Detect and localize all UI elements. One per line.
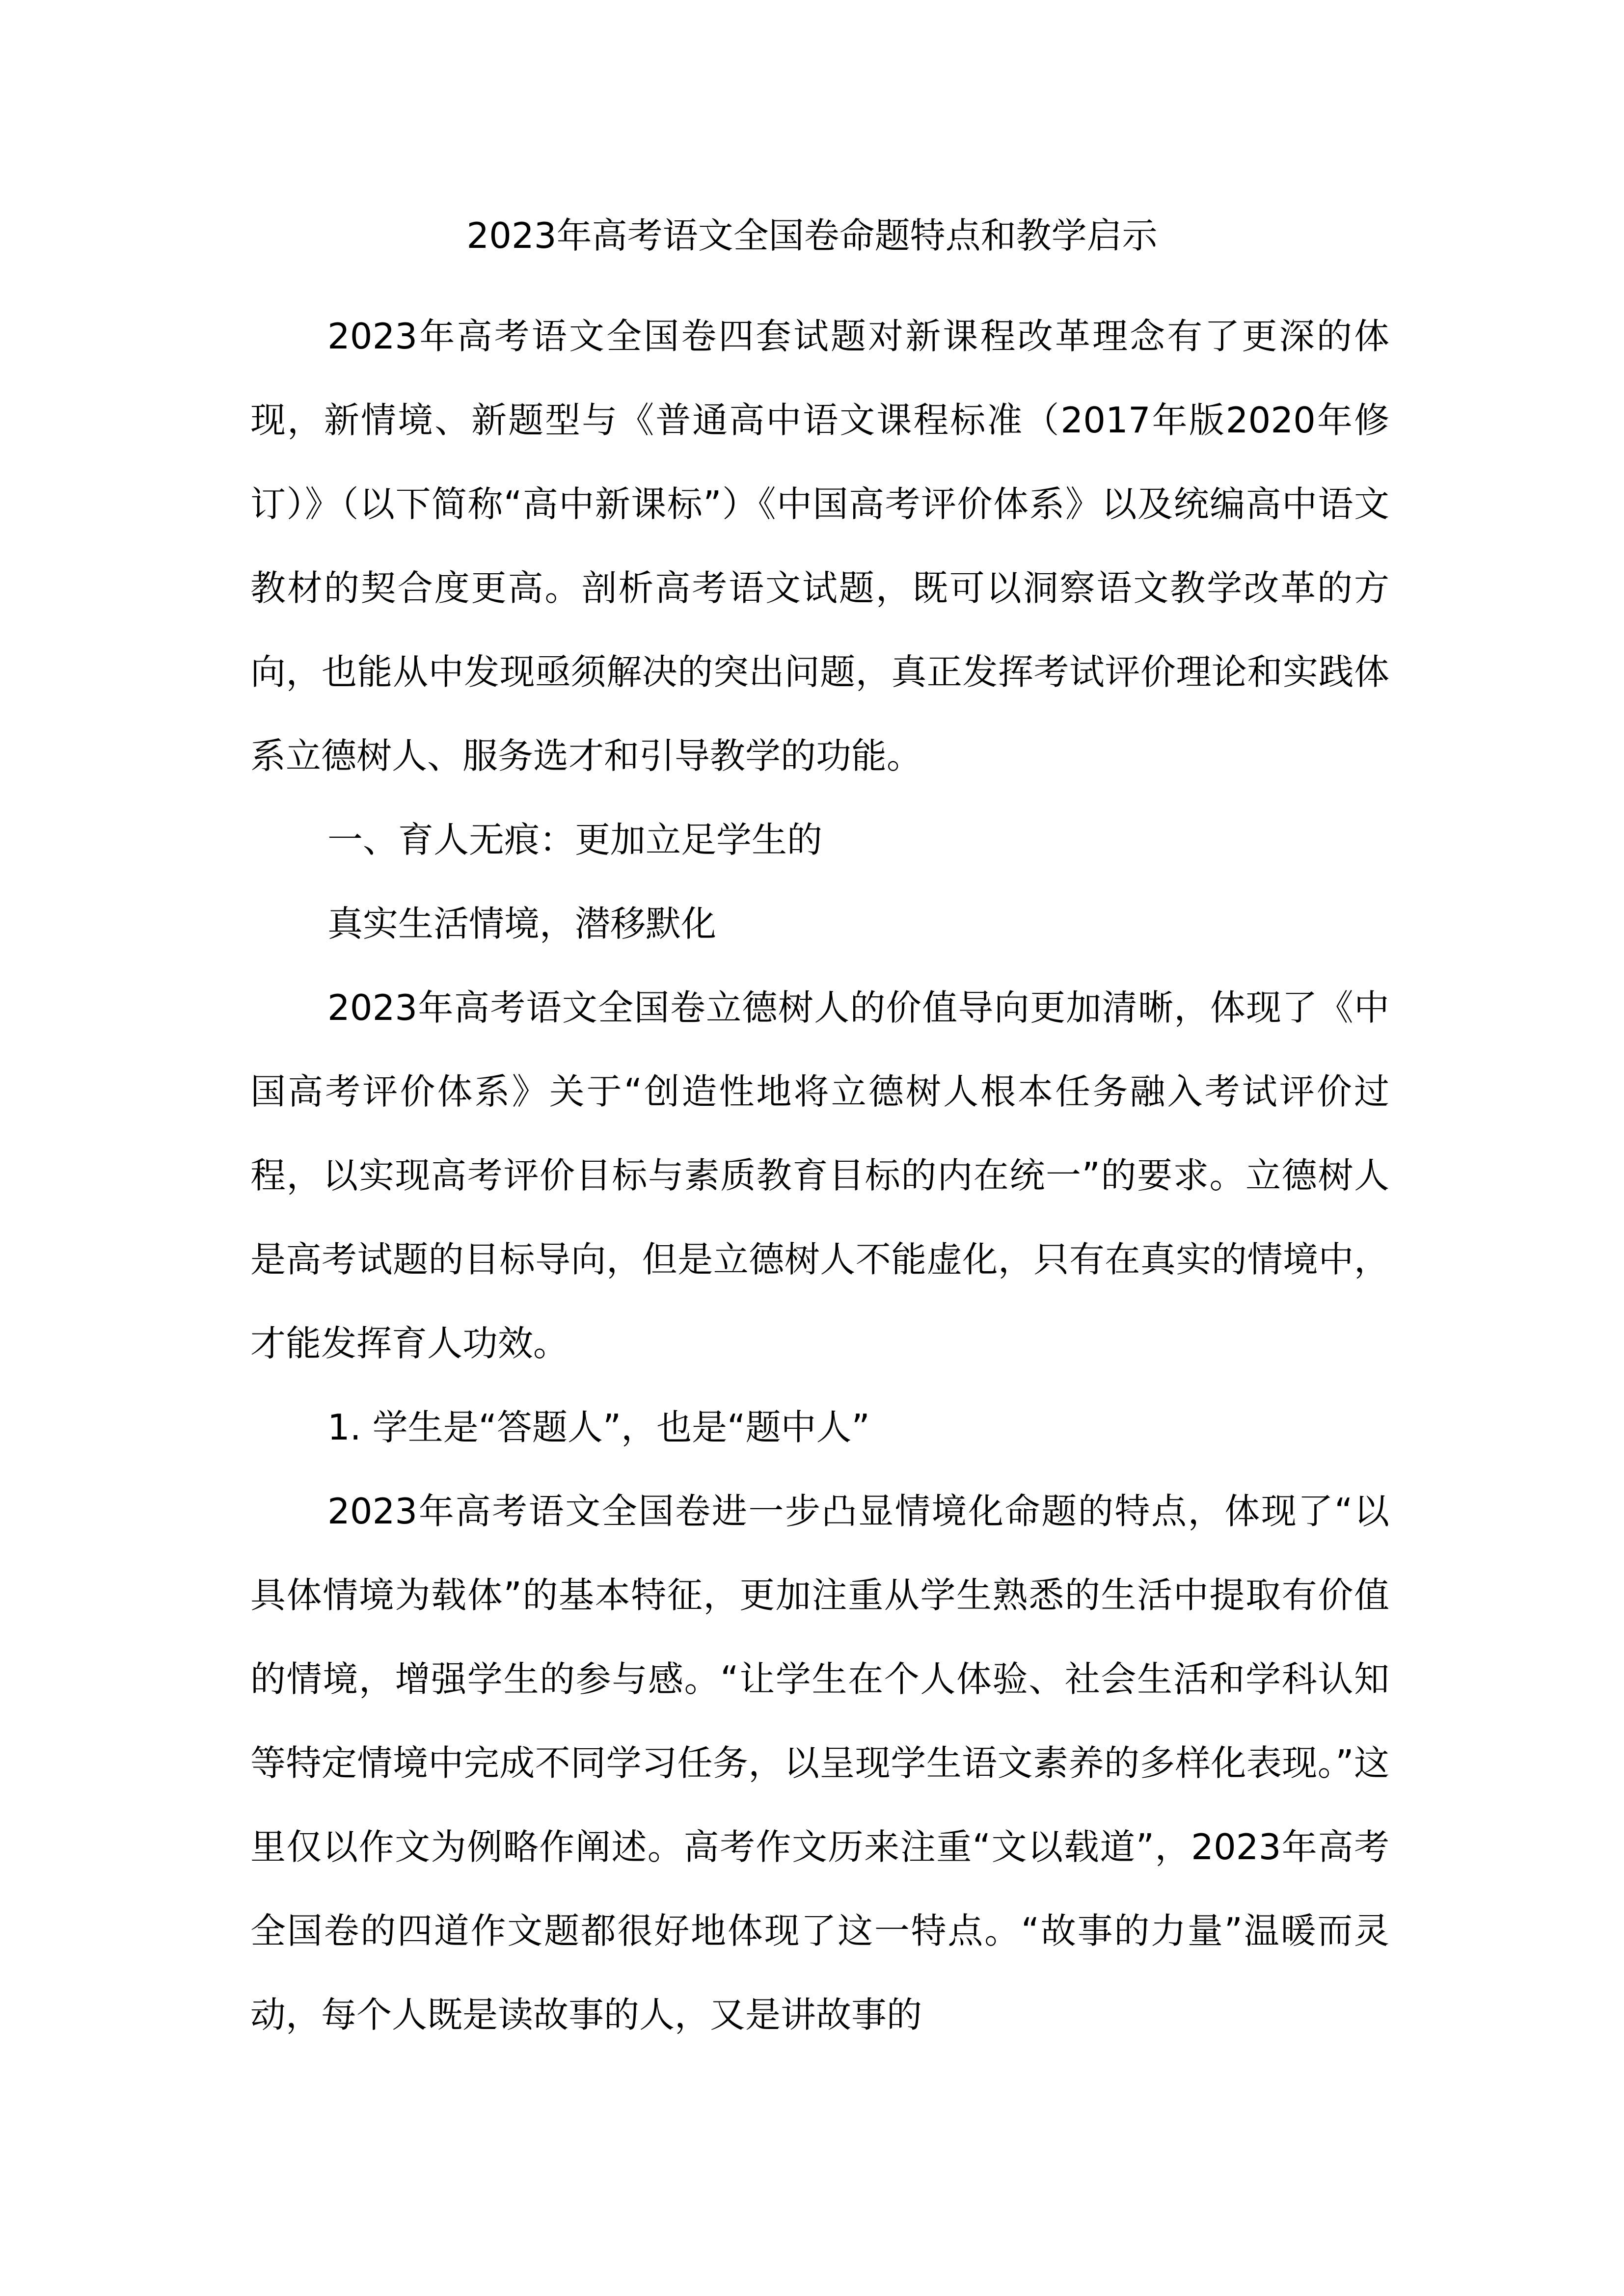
- document-title: 2023年高考语文全国卷命题特点和教学启示: [466, 215, 1158, 256]
- subsection-heading-1: 1. 学生是“答题人”，也是“题中人”: [327, 1407, 870, 1448]
- document-body: [250, 294, 1389, 2057]
- paragraph-situational-questions: 2023年高考语文全国卷进一步凸显情境化命题的特点，体现了“以具体情境为载体”的基本特征，更加注重从学生熟悉的生活中提取有价值的情境，增强学生的参与感。“让学生在个人体验、社会生活和学科认知等特定情境中完成不同学习任务，以呈现学生语文素养的多样化表现。”这里仅以作文为例略作阐述。高考作文历来注重“文以载道”，2023年高考全国卷的四道作文题都很好地体现了这一特点。“故事的力量”温暖而灵动，每个人既是读故事的人，又是讲故事的: [250, 1491, 1389, 2035]
- paragraph-intro: 2023年高考语文全国卷四套试题对新课程改革理念有了更深的体现，新情境、新题型与《普通高中语文课程标准（2017年版2020年修订）》（以下简称“高中新课标”）《中国高考评价体系》以及统编高中语文教材的契合度更高。剖析高考语文试题，既可以洞察语文教学改革的方向，也能从中发现亟须解决的突出问题，真正发挥考试评价理论和实践体系立德树人、服务选才和引导教学的功能。: [250, 316, 1389, 776]
- section-heading-1-continued: 真实生活情境，潜移默化: [327, 903, 717, 944]
- section-heading-1: 一、育人无痕：更加立足学生的: [327, 819, 823, 860]
- paragraph-value-orientation: 2023年高考语文全国卷立德树人的价值导向更加清晰，体现了《中国高考评价体系》关于“创造性地将立德树人根本任务融入考试评价过程，以实现高考评价目标与素质教育目标的内在统一”的要求。立德树人是高考试题的目标导向，但是立德树人不能虚化，只有在真实的情境中，才能发挥育人功效。: [250, 987, 1389, 1364]
